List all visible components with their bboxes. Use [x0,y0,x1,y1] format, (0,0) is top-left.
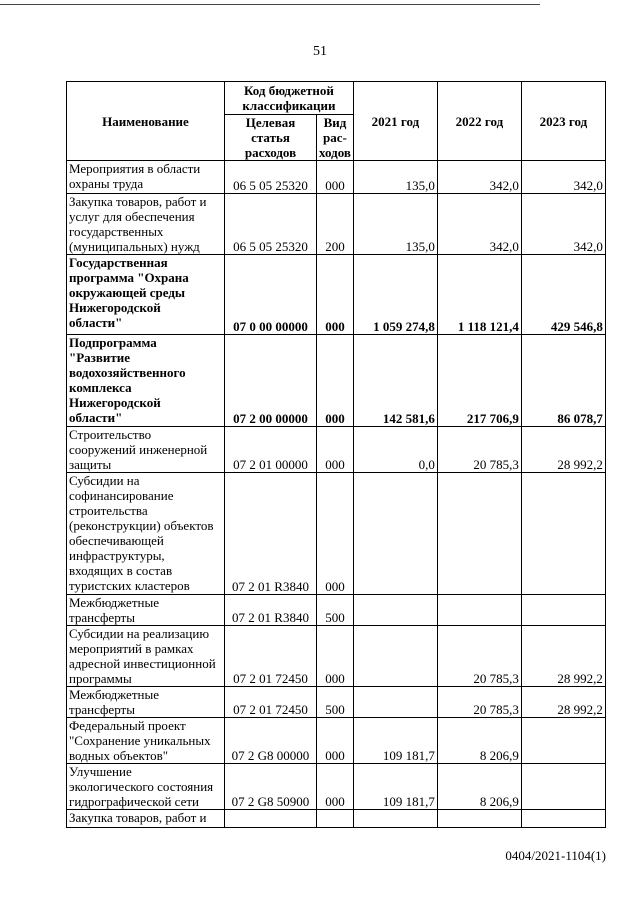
table-row [67,810,606,828]
header-target-article: Целевая статья расходов [225,115,317,161]
row-name [67,810,225,828]
row-value-2021: 135,0 [353,194,437,255]
row-value-2021: 109 181,7 [353,718,437,764]
table-row [67,161,606,194]
header-2023: 2023 год [521,82,605,161]
row-target-article: 07 2 01 R3840 [225,473,317,595]
row-name-text: Субсидии на реализацию мероприятий в рамках адресной инвестиционной программы [69,626,216,686]
row-value-2022: 8 206,9 [437,764,521,810]
row-expense-type [317,810,354,828]
row-value-2021: 0,0 [353,427,437,473]
row-expense-type: 000 [317,626,354,687]
row-target-article: 07 2 G8 00000 [225,718,317,764]
row-name [67,194,225,255]
row-value-2022: 217 706,9 [437,335,521,427]
row-value-2021 [353,810,437,828]
row-value-2021 [353,626,437,687]
footer-code: 0404/2021-1104(1) [505,848,606,863]
page-number: 51 [313,44,327,59]
budget-table [66,81,606,828]
row-name [67,595,225,626]
row-name [67,427,225,473]
row-value-2021: 1 059 274,8 [353,255,437,335]
row-name-text: Закупка товаров, работ и услуг для обеспечения государственных (муниципальных) нужд [69,194,207,254]
row-expense-type: 200 [317,194,354,255]
row-name [67,626,225,687]
table-row [67,335,606,427]
row-value-2021: 109 181,7 [353,764,437,810]
row-value-2022: 342,0 [437,194,521,255]
row-name [67,718,225,764]
row-target-article: 06 5 05 25320 [225,161,317,194]
row-name [67,687,225,718]
row-name [67,255,225,335]
table-row [67,194,606,255]
row-expense-type: 000 [317,255,354,335]
header-2021: 2021 год [353,82,437,161]
row-value-2023 [521,473,605,595]
header-budget-code: Код бюджетной классификации [225,82,354,115]
row-value-2023 [521,718,605,764]
row-value-2023 [521,595,605,626]
row-target-article: 07 2 01 72450 [225,626,317,687]
row-name-text: Межбюджетные трансферты [69,595,159,625]
row-target-article: 07 0 00 00000 [225,255,317,335]
row-expense-type: 000 [317,427,354,473]
row-target-article: 07 2 00 00000 [225,335,317,427]
row-name [67,161,225,194]
table-row [67,427,606,473]
table-row [67,595,606,626]
row-value-2023 [521,810,605,828]
top-rule [0,4,540,5]
row-value-2023: 342,0 [521,161,605,194]
row-value-2023: 28 992,2 [521,626,605,687]
row-expense-type: 500 [317,595,354,626]
row-value-2022: 342,0 [437,161,521,194]
row-name [67,764,225,810]
table-body [67,161,606,828]
row-target-article: 07 2 G8 50900 [225,764,317,810]
row-expense-type: 000 [317,335,354,427]
row-name-text: Межбюджетные трансферты [69,687,159,717]
row-expense-type: 000 [317,718,354,764]
table-row [67,255,606,335]
row-target-article: 07 2 01 R3840 [225,595,317,626]
row-name-text: Закупка товаров, работ и [69,810,207,825]
row-name-text: Строительство сооружений инженерной защиты [69,427,208,472]
row-value-2023: 28 992,2 [521,687,605,718]
row-value-2023 [521,764,605,810]
table-row [67,764,606,810]
row-name-text: Федеральный проект "Сохранение уникальных водных объектов" [69,718,211,763]
row-target-article: 07 2 01 72450 [225,687,317,718]
row-name-text: Государственная программа "Охрана окружающей среды Нижегородской области" [69,255,189,330]
row-value-2022 [437,595,521,626]
row-value-2022: 20 785,3 [437,427,521,473]
row-value-2022 [437,810,521,828]
row-name-text: Подпрограмма "Развитие водохозяйственного комплекса Нижегородской области" [69,335,186,425]
row-value-2021 [353,687,437,718]
header-2022: 2022 год [437,82,521,161]
row-target-article [225,810,317,828]
table-row [67,626,606,687]
row-target-article: 06 5 05 25320 [225,194,317,255]
row-value-2023: 86 078,7 [521,335,605,427]
row-value-2023: 28 992,2 [521,427,605,473]
table-row [67,473,606,595]
row-name [67,473,225,595]
row-value-2022: 20 785,3 [437,687,521,718]
header-expense-type: Вид рас- ходов [317,115,354,161]
row-expense-type: 500 [317,687,354,718]
table-row [67,687,606,718]
row-name [67,335,225,427]
row-value-2022: 8 206,9 [437,718,521,764]
table-row [67,718,606,764]
row-value-2021: 135,0 [353,161,437,194]
row-expense-type: 000 [317,161,354,194]
row-value-2021 [353,595,437,626]
row-value-2022 [437,473,521,595]
row-value-2021: 142 581,6 [353,335,437,427]
row-value-2021 [353,473,437,595]
row-value-2023: 342,0 [521,194,605,255]
row-target-article: 07 2 01 00000 [225,427,317,473]
row-expense-type: 000 [317,764,354,810]
row-name-text: Мероприятия в области охраны труда [69,161,201,191]
row-expense-type: 000 [317,473,354,595]
row-value-2022: 1 118 121,4 [437,255,521,335]
row-name-text: Субсидии на софинансирование строительства (реконструкции) объектов обеспечивающей инфраструктуры, входящих в состав туристских кластеров [69,473,214,593]
row-name-text: Улучшение экологического состояния гидрографической сети [69,764,214,809]
row-value-2022: 20 785,3 [437,626,521,687]
header-name: Наименование [67,82,225,161]
row-value-2023: 429 546,8 [521,255,605,335]
